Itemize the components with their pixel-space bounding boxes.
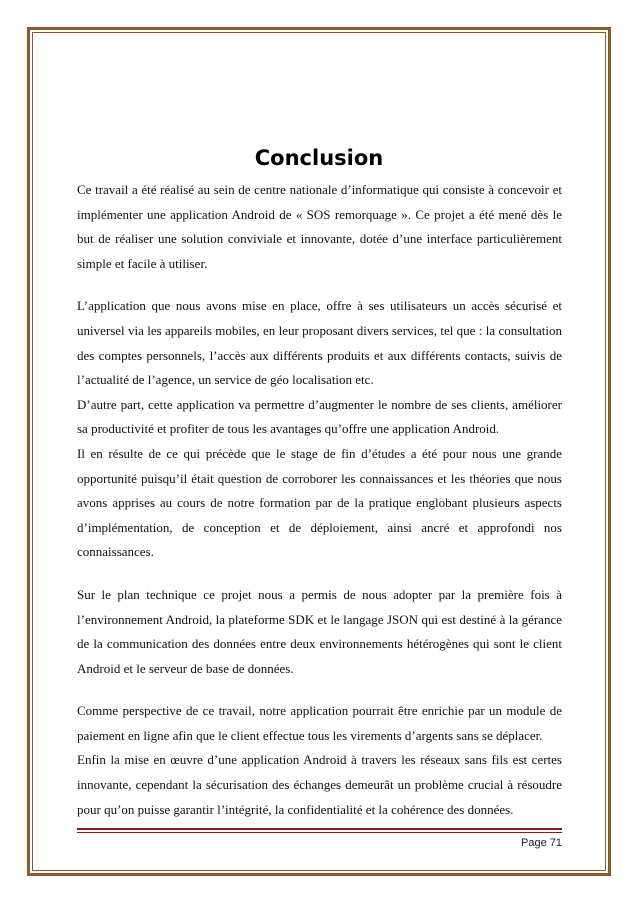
paragraph-6: Comme perspective de ce travail, notre application pourrait être enrichie par un module de paiement en ligne afin que le client effectue tous les virements d’argents sans se déplacer.	[77, 703, 562, 743]
document-body	[77, 178, 562, 822]
footer-rule-thin	[77, 832, 562, 833]
paragraph-1: Ce travail a été réalisé au sein de centre nationale d’informatique qui consiste à concevoir et implémenter une application Android de « SOS remorquage ». Ce projet a été mené dès le but de réaliser une solution conviviale et innovante, dotée d’une interface particulièrement simple et facile à utiliser.	[77, 182, 562, 271]
paragraph-5: Sur le plan technique ce projet nous a permis de nous adopter par la première fois à l’environnement Android, la plateforme SDK et le langage JSON qui est destiné à la gérance de la communication des données entre deux environnements hétérogènes qui sont le client Android et le serveur de base de données.	[77, 586, 562, 676]
paragraph-2: L’application que nous avons mise en place, offre à ses utilisateurs un accès sécurisé et universel via les appareils mobiles, en leur proposant divers services, tel que : la consultation des comptes personnels, l’accès aux différents produits et aux différents contacts, suivis de l’actualité de l’agence, un service de géo localisation etc.	[77, 298, 562, 388]
paragraph-7: Enfin la mise en œuvre d’une application Android à travers les réseaux sans fils est certes innovante, cependant la sécurisation des échanges demeurât un problème crucial à résoudre pour qu’on puisse garantir l’intégrité, la confidentialité et la cohérence des données.	[77, 752, 562, 817]
page-title: Conclusion	[254, 146, 384, 170]
paragraph-4: Il en résulte de ce qui précède que le stage de fin d’études a été pour nous une grande opportunité puisqu’il était question de corroborer les connaissances et les théories que nous avons apprises au cours de notre formation par de la pratique englobant plusieurs aspects d’implémentation, de conception et de déploiement, ainsi ancré et approfondi nos connaissances.	[77, 445, 562, 560]
paragraph-3: D’autre part, cette application va permettre d’augmenter le nombre de ses clients, améliorer sa productivité et profiter de tous les avantages qu’offre une application Android.	[77, 396, 562, 437]
footer-rule	[77, 828, 562, 830]
page-number: Page 71	[521, 837, 562, 849]
